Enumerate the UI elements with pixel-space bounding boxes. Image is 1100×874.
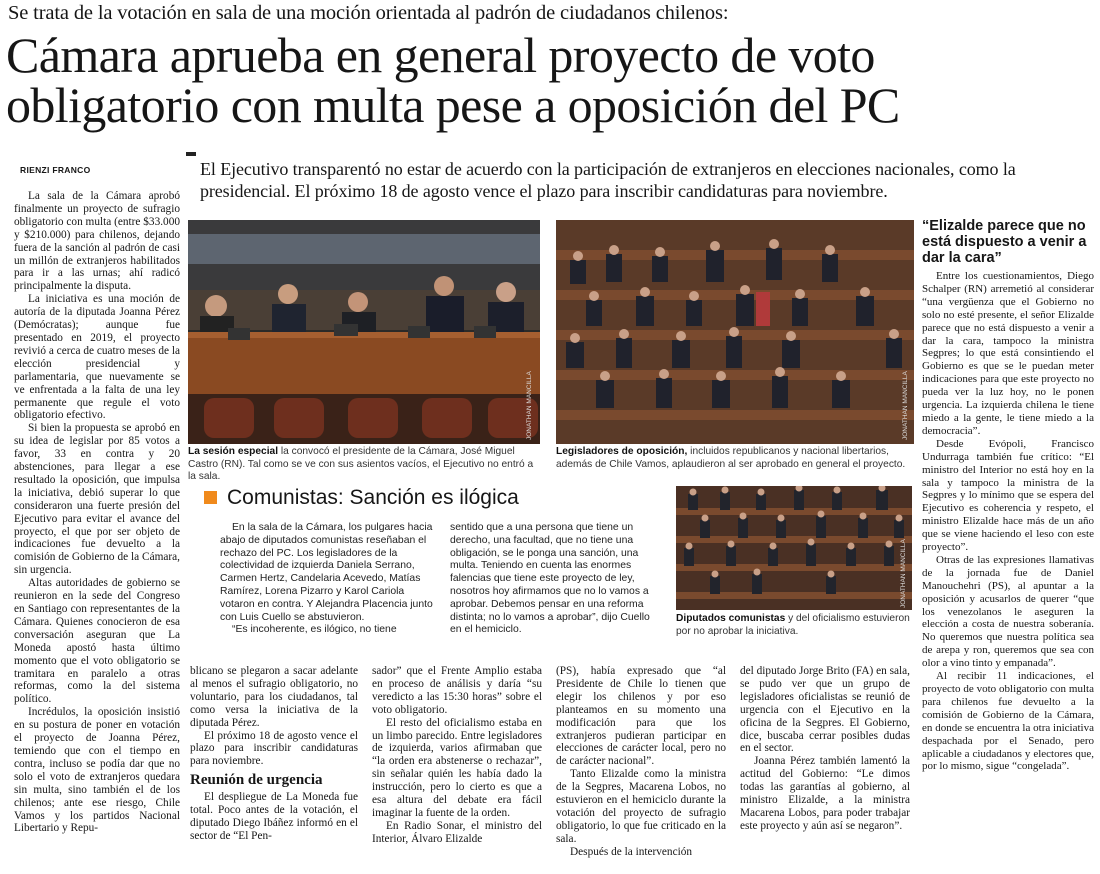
photo-credit: JONATHAN MANCILLA (526, 371, 533, 440)
paragraph: blicano se plegaron a sacar adelante al menos el sufragio obligatorio, no voluntario, para los ciudadanos, tal como versa la iniciativa de la diputada Pérez. (190, 665, 358, 729)
legislators-photo-illustration (556, 220, 914, 444)
paragraph: Entre los cuestionamientos, Diego Schalper (RN) arremetió al considerar “una vergüenza que el Gobierno no solo no esté presente, el señor Elizalde parece que no está dispuesto a venir a dar la cara, tampoco la ministra Segpres; lo que está consintiendo el Gobierno es que se le puedan meter indicaciones para que este proyecto no pueda ver la luz hoy, no le ponen urgencia. La izquierda chilena le tiene miedo a la gente, le tiene miedo a la democracia”. (922, 270, 1094, 437)
paragraph: El despliegue de La Moneda fue total. Poco antes de la votación, el diputado Diego Ibáñez informó en el sector de “El Pen- (190, 791, 358, 842)
paragraph: La sala de la Cámara aprobó finalmente un proyecto de sufragio obligatorio con multa (entre $33.000 y $210.000) para chilenos, dejando fuera de la sanción al padrón de casi un millón de extranjeros habilitados para ir a las urnas; ahí radicó principalmente la disputa. (14, 190, 180, 293)
kicker: Se trata de la votación en sala de una moción orientada al padrón de ciudadanos chilenos: (8, 2, 729, 24)
paragraph: sentido que a una persona que tiene un derecho, una facultad, que no tiene una obligación, se le ponga una sanción, una multa. Teniendo en cuenta las enormes falencias que tiene este proyecto de ley, nosotros hoy afirmamos que no lo vamos a aprobar. Debemos pensar en una reforma distinta; no lo vamos a aprobar”, dijo Cuello en el hemiciclo. (450, 522, 650, 636)
paragraph: Después de la intervención (570, 845, 693, 858)
paragraph: En la sala de la Cámara, los pulgares hacia abajo de diputados comunistas reseñaban el rechazo del PC. Los legisladores de la colectividad de izquierda Daniela Serrano, Carmen Hertz, Candelaria Acevedo, Matías Ramírez, Lorena Pizarro y Karol Cariola votaron en contra. Y Alejandra Placencia junto con Luis Cuello se abstuvieron. (220, 522, 433, 623)
article-column-3 (372, 665, 542, 846)
paragraph: Joanna Pérez también lamentó la actitud del Gobierno: “Le dimos todas las garantías al gobierno, al ministro Elizalde, a la ministra Macarena Lobos, para poder trabajar este proyecto y aún así se negaron”. (740, 755, 910, 832)
chamber-photo-illustration (188, 220, 540, 444)
paragraph: Tanto Elizalde como la ministra de la Segpres, Macarena Lobos, no estuvieron en el hemiciclo durante la votación del proyecto de sufragio obligatorio, lo que fue criticado en la sala. (556, 768, 726, 845)
paragraph: En Radio Sonar, el ministro del Interior, Álvaro Elizalde (372, 819, 542, 845)
subheading: Reunión de urgencia (190, 772, 323, 789)
paragraph: Altas autoridades de gobierno se reunieron en la sede del Congreso en Santiago con representantes de la Cámara. Quienes conocieron de esa conversación aseguran que La Moneda apostó hasta último momento que el voto obligatorio se tramitara en paralelo a otras reformas, como la del sistema político. (14, 577, 180, 706)
caption-text: incluidos republicanos y nacional libertarios, además de Chile Vamos, aplaudieron al ser aprobado en general el proyecto. (556, 446, 906, 470)
photo-credit: JONATHAN MANCILLA (900, 539, 907, 608)
caption-lead: La sesión especial (188, 446, 279, 457)
orange-square-icon (204, 491, 217, 504)
photo-caption (556, 446, 914, 471)
paragraph: Si bien la propuesta se aprobó en su idea de legislar por 85 votos a favor, 33 en contra y 20 abstenciones, para llegar a ese resultado la oposición, que impulsa la iniciativa, debió superar lo que consideraron una fuerte presión del Ejecutivo para evitar el avance del proyecto, el que por ser objeto de indicaciones fue devuelto a la comisión de Gobierno de la Cámara, sin urgencia. (14, 422, 180, 577)
caption-text: la convocó el presidente de la Cámara, José Miguel Castro (RN). Tal como se ve con sus asientos vacíos, el Ejecutivo no entró a la sala. (188, 446, 534, 482)
paragraph: del diputado Jorge Brito (FA) en sala, se pudo ver que un grupo de legisladores oficialistas se reunió de urgencia con el Ejecutivo en la oficina de la Segpres. El Gobierno, dice, buscaba cerrar posibles dudas en el sector. (740, 665, 910, 755)
paragraph: Al recibir 11 indicaciones, el proyecto de voto obligatorio con multa para chilenos fue devuelto a la comisión de Gobierno de la Cámara, en donde se encuentra la otra iniciativa despachada por el Senado, pero aplicable a ciudadanos y electores que, por lo mismo, sigue “congelada”. (922, 670, 1094, 773)
deputies-photo-illustration (676, 486, 912, 610)
box-title-text: Comunistas: Sanción es ilógica (227, 486, 519, 509)
box-title (204, 486, 519, 510)
paragraph: sador” que el Frente Amplio estaba en proceso de análisis y daría “su veredicto a las 15:30 horas” sobre el voto obligatorio. (372, 665, 542, 716)
paragraph: El resto del oficialismo estaba en un limbo parecido. Entre legisladores de izquierda, varios afirmaban que “la orden era abstenerse o rechazar”, sin señalar quién les había dado la instrucción, pero lo cierto es que a esa altura del debate era fácil imaginar la fuente de la orden. (372, 716, 542, 819)
paragraph: Incrédulos, la oposición insistió en su postura de poner en votación el proyecto de Joanna Pérez, temiendo que con el tiempo en contra, incluso se podía dar que no solo el voto de extranjeros quedara sin multa, sino también el de los chilenos; ante ese riesgo, Chile Vamos y los partidos Nacional Libertario y Repu- (14, 706, 180, 835)
article-column-1 (14, 190, 180, 835)
box-column-a (220, 522, 438, 637)
paragraph: El próximo 18 de agosto vence el plazo para inscribir candidaturas para noviembre. (190, 729, 358, 768)
box-column-b (450, 522, 664, 637)
photo-credit: JONATHAN MANCILLA (902, 371, 909, 440)
paragraph: “Es incoherente, es ilógico, no tiene (232, 624, 397, 636)
paragraph: (PS), había expresado que “al Presidente de Chile lo tienen que elegir los chilenos y por eso planteamos en su momento una modificación para que los extranjeros pudieran participar en elecciones de carácter local, pero no de carácter nacional”. (556, 665, 726, 768)
photo-opposition-legislators (556, 220, 914, 444)
photo-communist-deputies (676, 486, 912, 610)
photo-caption (188, 446, 540, 484)
photo-chamber-session (188, 220, 540, 444)
paragraph: La iniciativa es una moción de autoría de la diputada Joanna Pérez (Demócratas); aunque fue presentado en 2019, el proyecto revivió a cerca de cuatro meses de la elección presidencial y parlamentaria, que nuevamente se ve enfrentada a la falta de una ley permanente que regule el voto obligatorio efectivo. (14, 293, 180, 422)
caption-lead: Diputados comunistas (676, 613, 786, 624)
photo-caption (676, 613, 912, 638)
caption-lead: Legisladores de oposición, (556, 446, 688, 457)
paragraph: Desde Evópoli, Francisco Undurraga también fue crítico: “El ministro del Interior no está hoy en la sala y tampoco la ministra de la Segpres y lo mínimo que se espera del Ejecutivo es coherencia y respeto, el ministro Elizalde hace más de un año que se viene haciendo el leso con este proyecto”. (922, 437, 1094, 554)
caption-text: y del oficialismo estuvieron por no aprobar la iniciativa. (676, 613, 910, 637)
sidebar-title: “Elizalde parece que no está dispuesto a venir a dar la cara” (922, 218, 1087, 266)
article-column-5 (740, 665, 910, 833)
headline: Cámara aprueba en general proyecto de voto obligatorio con multa pese a oposición del PC (6, 27, 900, 133)
summary-rule (186, 152, 196, 156)
summary: El Ejecutivo transparentó no estar de acuerdo con la participación de extranjeros en elecciones nacionales, como la presidencial. El próximo 18 de agosto vence el plazo para inscribir candidaturas para noviembre. (200, 159, 1016, 201)
byline: RIENZI FRANCO (20, 165, 91, 175)
paragraph: Otras de las expresiones llamativas de la jornada fue de Daniel Manouchehri (PS), al apuntar a la oposición y acusarlos de querer “que los venezolanos le aseguren la elección a costa de nuestra soberanía. No queremos que nuestra política sea de arepa y ron, queremos que sea con olor a vino tinto y empanada”. (922, 553, 1094, 670)
article-column-4 (556, 665, 726, 859)
sidebar-column (922, 270, 1094, 773)
article-column-2 (190, 665, 358, 843)
